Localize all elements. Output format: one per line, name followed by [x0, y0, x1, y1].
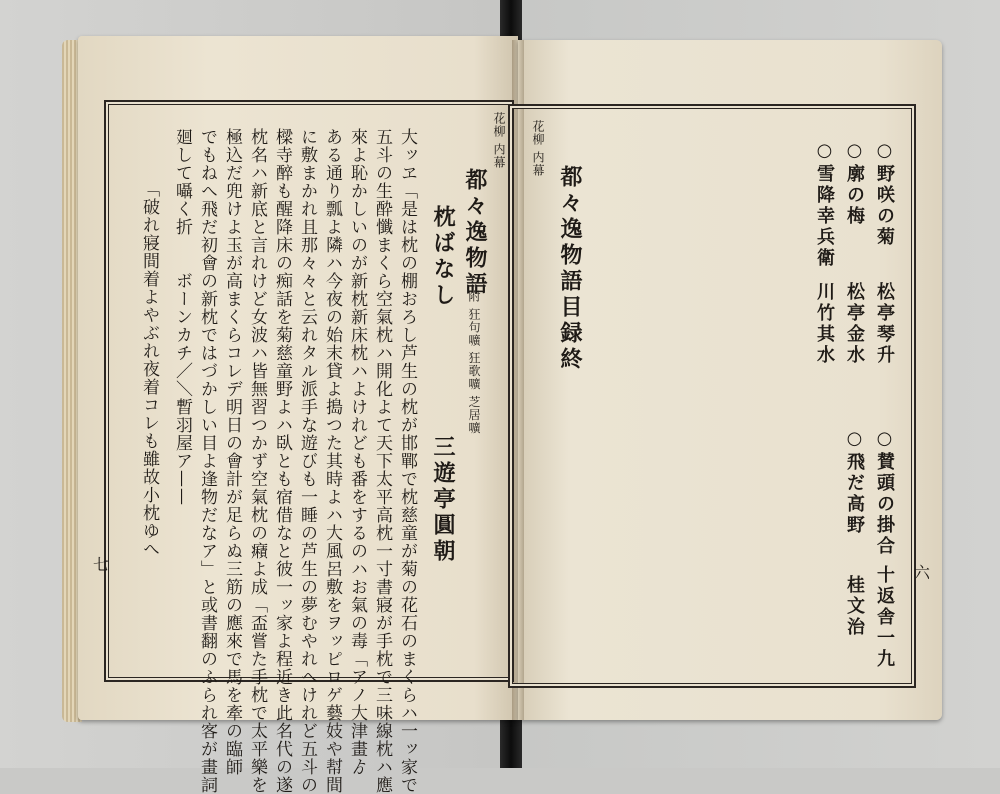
body-line-8: 極込だ兜けよ玉が高まくらコレデ明日の會計が足らぬ三筋の應來で馬を牽の臨師 [222, 128, 242, 776]
toc-entry-4-author: 十返舎一九 [874, 565, 895, 670]
body-line-10: 廻して囁く折 ボーンカチ／＼暫羽屋ア—— [172, 128, 192, 506]
toc-entry-1-author: 松亭琴升 [874, 282, 895, 366]
toc-entry-1-title: ○野咲の菊 [874, 140, 895, 248]
toc-entry-2-title: ○廓の梅 [844, 140, 865, 227]
body-line-9: でもねへ飛だ初會の新枕ではづかしい目よ逢物だなア」と或書翻のふられ客が畫詞 [197, 128, 217, 794]
story-author: 三遊亭圓朝 [430, 435, 456, 565]
toc-entry-3-author: 川竹其水 [814, 282, 835, 366]
toc-entry-4-title: ○賛頭の掛合 [874, 428, 895, 557]
body-line-2: 五斗の生酔懺まくら空氣枕ハ開化よて天下太平高枕一寸書寢が手枕で三味線枕ハ應 [372, 128, 392, 794]
body-line-5: に敷まかれ且那々々と云れタル派手な遊びも一睡の芦生の夢むやれへけれど五斗の [297, 128, 317, 794]
story-title: 枕ばなし [430, 205, 456, 309]
body-line-11: 「破れ寢間着よやぶれ夜着コレも雖故小枕ゆへ [139, 180, 159, 558]
left-series-title: 都々逸物語 [462, 168, 488, 298]
toc-entry-2-author: 松亭金水 [844, 282, 865, 366]
toc-entry-5-title: ○飛だ高野 [844, 428, 865, 536]
left-series-label: 花柳 内幕 [492, 112, 506, 169]
body-line-4: ある通り瓢よ隣ハ今夜の始末貸よ搗つた其時よハ大風呂敷をヲッピロゲ藝妓や幇間 [322, 128, 342, 794]
toc-title: 都々逸物語目録終 [557, 165, 583, 373]
body-line-7: 枕名ハ新底と言れけど女波ハ皆無習つかず空氣枕の癪よ成「盃嘗た手枕で太平樂を [247, 128, 267, 794]
body-line-6: 樑寺醉も醒降床の痴話を菊慈童野よハ臥とも宿借なと彼一ッ家よ程近き此名代の遂 [272, 128, 292, 794]
left-page-number: 七 [93, 555, 110, 574]
toc-entry-3-title: ○雪降幸兵衛 [814, 140, 835, 269]
body-line-3: 來よ恥かしいのが新枕新床枕ハよけれども番をするのハお氣の毒「アノ大津畫ゟ [347, 128, 367, 776]
toc-entry-5-author: 桂文治 [844, 575, 865, 638]
body-line-1: 大ッヱ「是は枕の棚おろし芦生の枕が邯鄲で枕慈童が菊の花石のまくらハ一ッ家で [397, 128, 417, 794]
right-series-label: 花柳 内幕 [531, 120, 545, 177]
right-page-number: 六 [914, 563, 931, 582]
left-appendix: 附 狂句嚝 狂歌嚝 芝居嚝 [467, 290, 481, 435]
